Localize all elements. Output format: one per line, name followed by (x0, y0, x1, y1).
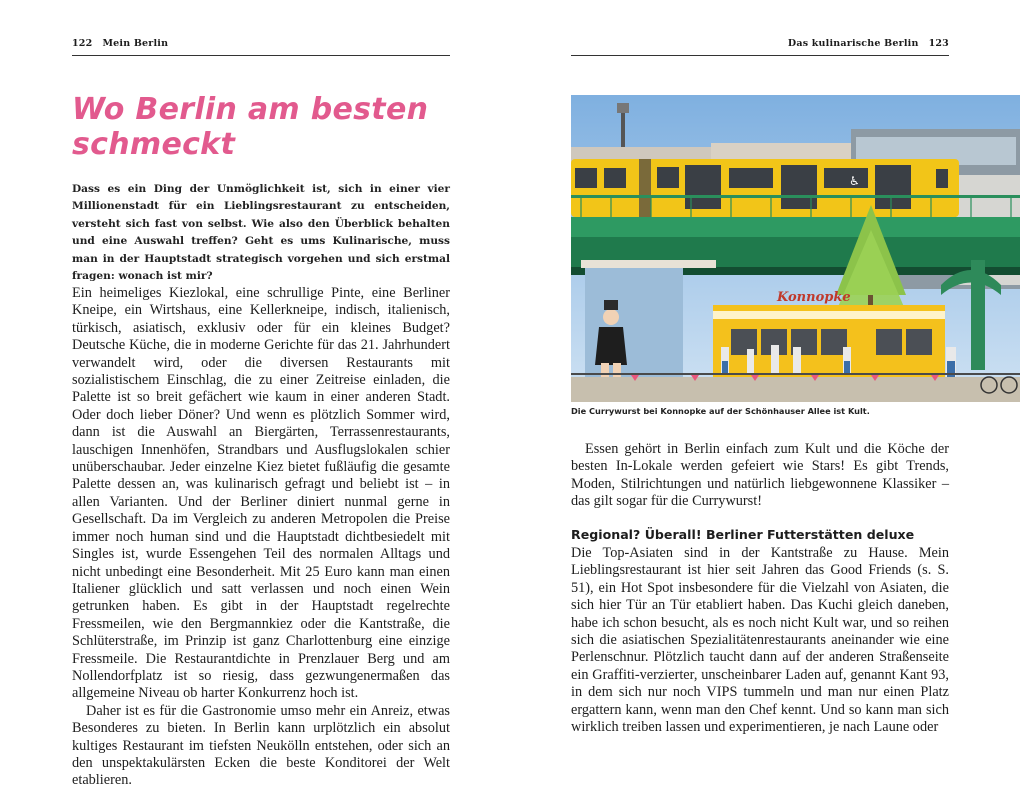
section-text (571, 545, 949, 736)
right-page (571, 0, 949, 793)
running-title: Das kulinarische Berlin (787, 38, 919, 49)
page-number: 123 (928, 38, 949, 49)
photo-illustration (571, 95, 1020, 402)
svg-text:♿: ♿ (849, 174, 860, 188)
page-number: 122 (72, 38, 93, 49)
lead-paragraph: Dass es ein Ding der Unmöglichkeit ist, sich in einer vier Millionenstadt für ein Lieblingsrestaurant zu entscheiden, versteht sich fast von selbst. Wie also den Überblick behalten und eine Auswahl treffen? Geht es ums Kulinarische, muss man in der Hauptstadt strategisch vorgehen und sich erstmal fragen: wonach ist mir? (72, 183, 450, 283)
running-head-left (72, 38, 450, 56)
konnopke-photo (571, 95, 1020, 402)
intro-text (571, 441, 949, 511)
paragraph: Ein heimeliges Kiezlokal, eine schrullige Pinte, eine Berliner Kneipe, ein Wirtshaus, eine Kellerkneipe, indisch, italienisch, türkisch, asiatisch, exklusiv oder für ein kleines Budget? Deutsche Küche, die in moderne Gerichte für das 21. Jahrhundert verwandelt wird, oder die diversen Restaurants mit sozialistischem Einschlag, die zu einer Zeitreise einladen, die Palette ist so breit gefächert wie kaum in einer anderen Stadt. Oder doch lieber Döner? Und wenn es plötzlich Sommer wird, dann ist die Auswahl an Biergärten, Terrassenrestaurants, lauschigen Innenhöfen, Strandbars und Ausflugslokalen schier unüberschaubar. Jeder einzelne Kiez bietet fußläufig die gesamte Palette dessen an, was kulinarisch gefragt und beliebt ist – in allen Varianten. Und der Berliner diniert nunmal gerne in Gesellschaft. Da im Vergleich zu anderen Metropolen die Preise immer noch human sind und die Hauptstadt dichtbesiedelt mit Singles ist, wurde Essengehen Teil des normalen Alltags und nicht unbedingt eine Besonderheit. Mit 25 Euro kann man einen Italiener glücklich und satt verlassen und noch einen Wein getrunken haben. Es gibt in der Hauptstadt regelrechte Fressmeilen, wie den Bergmannkiez oder die Kantstraße, die Schlüterstraße, im Prinzip ist ganz Charlottenburg eine einzige Fressmeile. Die Restaurantdichte in Prenzlauer Berg und am Nollendorfplatz ist so riesig, dass gezwungenermaßen das allgemeine Niveau ob harter Konkurrenz hoch ist. (72, 285, 450, 702)
photo-caption: Die Currywurst bei Konnopke auf der Schönhauser Allee ist Kult. (571, 406, 870, 416)
paragraph: Die Top-Asiaten sind in der Kantstraße zu Hause. Mein Lieblingsrestaurant ist hier seit Jahren das Good Friends (s. S. 51), ein Hot Spot insbesondere für die Vielzahl von Asiaten, die sich hier Tür an Tür etabliert haben. Das Kuchi gleich daneben, habe ich schon besucht, als es noch nicht Kult war, und so reihen sich die asiatischen Spezialitätenrestaurants aneinander wie eine Perlenschnur. Plötzlich taucht dann auf der anderen Straßenseite ein Graffiti-verzierter, unscheinbarer Laden auf, genannt Kant 93, in dem sich nur noch VIPS tummeln und man nur einen Platz ergattern kann, wenn man den Chef kennt. Und so kann man sich wirklich treiben lassen und experimentieren, je nach Laune oder (571, 545, 949, 736)
running-head-right (571, 38, 949, 56)
body-text (72, 285, 450, 790)
left-page (72, 0, 450, 793)
paragraph: Daher ist es für die Gastronomie umso mehr ein Anreiz, etwas Besonderes zu bieten. In Berlin kann urplötzlich ein absolut kultiges Restaurant im tiefsten Neukölln entstehen, oder sich an den unspektakulärsten Ecken die beste Konditorei der Welt etablieren. (72, 702, 450, 789)
svg-text:Konnopke: Konnopke (777, 290, 851, 305)
paragraph: Essen gehört in Berlin einfach zum Kult und die Köche der besten In-Lokale werden gefeiert wie Stars! Es gibt Trends, Moden, Stilrichtungen und natürlich liebgewonnene Klassiker – das gilt sogar für die Currywurst! (571, 441, 949, 510)
running-title: Mein Berlin (102, 38, 169, 49)
chapter-title: Wo Berlin am besten schmeckt (72, 92, 429, 162)
section-heading: Regional? Überall! Berliner Futterstätten deluxe (571, 527, 915, 542)
